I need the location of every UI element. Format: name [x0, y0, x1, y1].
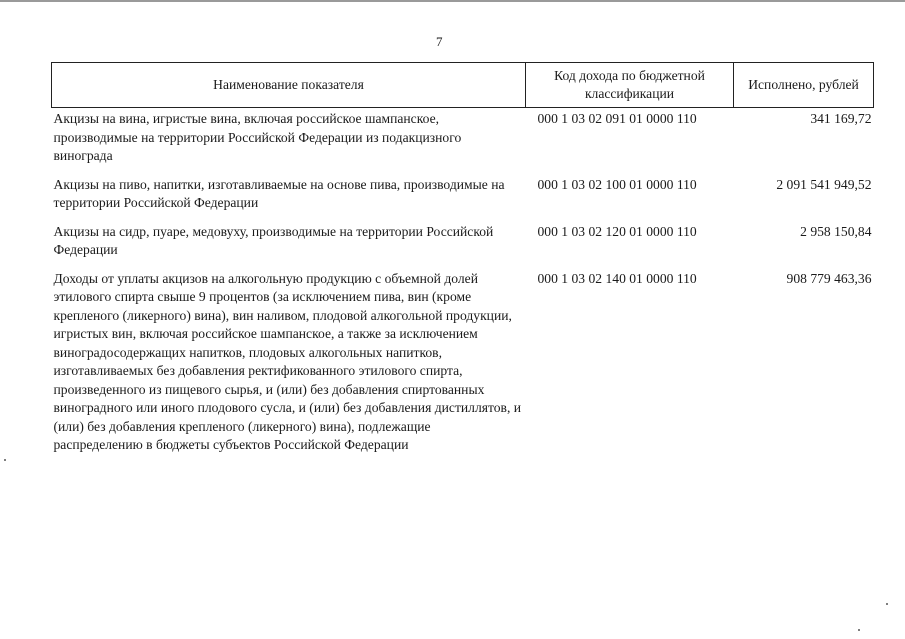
row-indicator-name: Акцизы на сидр, пуаре, медовуху, производимые на территории Российской Федерации: [53, 223, 494, 257]
table-row: [52, 223, 874, 270]
table-row: [52, 270, 874, 465]
header-indicator-name: Наименование показателя: [52, 63, 526, 108]
scan-speck: [4, 459, 6, 461]
scan-speck: [858, 629, 860, 631]
header-executed-amount: Исполнено, рублей: [734, 63, 874, 108]
row-executed-amount: 908 779 463,36: [786, 270, 872, 286]
row-revenue-code: 000 1 03 02 091 01 0000 110: [537, 111, 697, 126]
page-top-edge: [0, 0, 905, 2]
header-revenue-code: Код дохода по бюджетной классификации: [526, 63, 734, 108]
table-row: [52, 176, 874, 223]
revenue-table: [51, 62, 874, 465]
row-indicator-name: Акцизы на пиво, напитки, изготавливаемые на основе пива, производимые на территории Российской Федерации: [53, 176, 505, 210]
page-number: 7: [436, 34, 443, 49]
scan-speck: [886, 603, 888, 605]
row-revenue-code: 000 1 03 02 120 01 0000 110: [537, 223, 697, 239]
table-row: [52, 108, 874, 176]
row-revenue-code: 000 1 03 02 100 01 0000 110: [537, 176, 697, 192]
row-executed-amount: 2 958 150,84: [800, 223, 872, 239]
table-header-row: [52, 63, 874, 108]
row-executed-amount: 2 091 541 949,52: [776, 176, 872, 192]
row-indicator-name: Доходы от уплаты акцизов на алкогольную продукцию с объемной долей этилового спирта свыше 9 процентов (за исключением пива, вин (кроме крепленого (ликерного) вина), вин наливом, плодовой алкогольной продукции, игристых вин, включая российское шампанское, а также за исключением виноградосодержащих напитков, плодовых алкогольных напитков, изготавливаемых без добавления ректификованного этилового спирта, произведенного из пищевого сырья, и (или) без добавления спиртованных виноградного или иного плодового сусла, и (или) без добавления дистиллятов, и (или) без добавления крепленого (ликерного) вина), подлежащие распределению в бюджеты субъектов Российской Федерации: [53, 270, 522, 452]
row-revenue-code: 000 1 03 02 140 01 0000 110: [537, 270, 697, 286]
row-indicator-name: Акцизы на вина, игристые вина, включая российское шампанское, производимые на территории Российской Федерации из подакцизного винограда: [53, 111, 462, 163]
row-executed-amount: 341 169,72: [810, 111, 872, 126]
